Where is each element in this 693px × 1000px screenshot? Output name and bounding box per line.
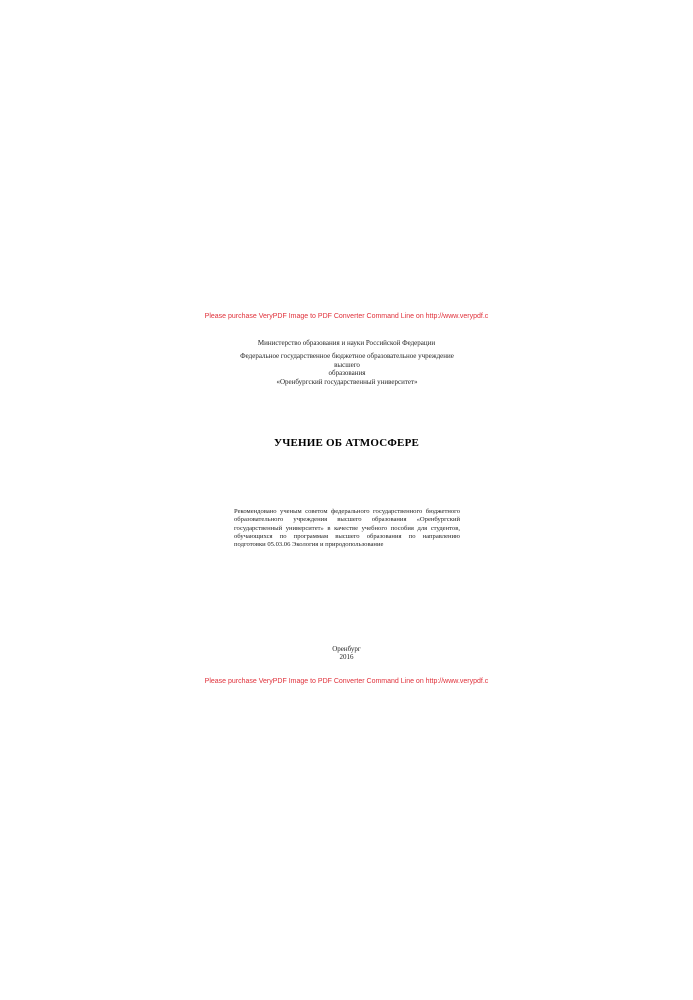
watermark-bottom[interactable]: Please purchase VeryPDF Image to PDF Converter Command Line on http://www.verypdf.c: [204, 678, 489, 685]
recommendation-paragraph: Рекомендовано ученым советом федерального государственного бюджетного образовательного учреждения высшего образования «Оренбургский государственный университет» в качестве учебного пособия для студентов, обучающихся по программам высшего образования по направлению подготовки 05.03.06 Экология и природопользование: [234, 508, 460, 549]
document-title: УЧЕНИЕ ОБ АТМОСФЕРЕ: [273, 437, 420, 449]
year-line: 2016: [339, 653, 354, 661]
ministry-line: Министерство образования и науки Российской Федерации: [257, 339, 436, 347]
city-line: Оренбург: [332, 645, 361, 653]
institution-line-2: образования: [328, 369, 366, 377]
institution-line-1: Федеральное государственное бюджетное образовательное учреждение высшего: [240, 352, 454, 369]
institution-block: [236, 352, 458, 386]
institution-line-3: «Оренбургский государственный университет»: [276, 377, 418, 386]
watermark-top[interactable]: Please purchase VeryPDF Image to PDF Converter Command Line on http://www.verypdf.c: [204, 313, 489, 320]
